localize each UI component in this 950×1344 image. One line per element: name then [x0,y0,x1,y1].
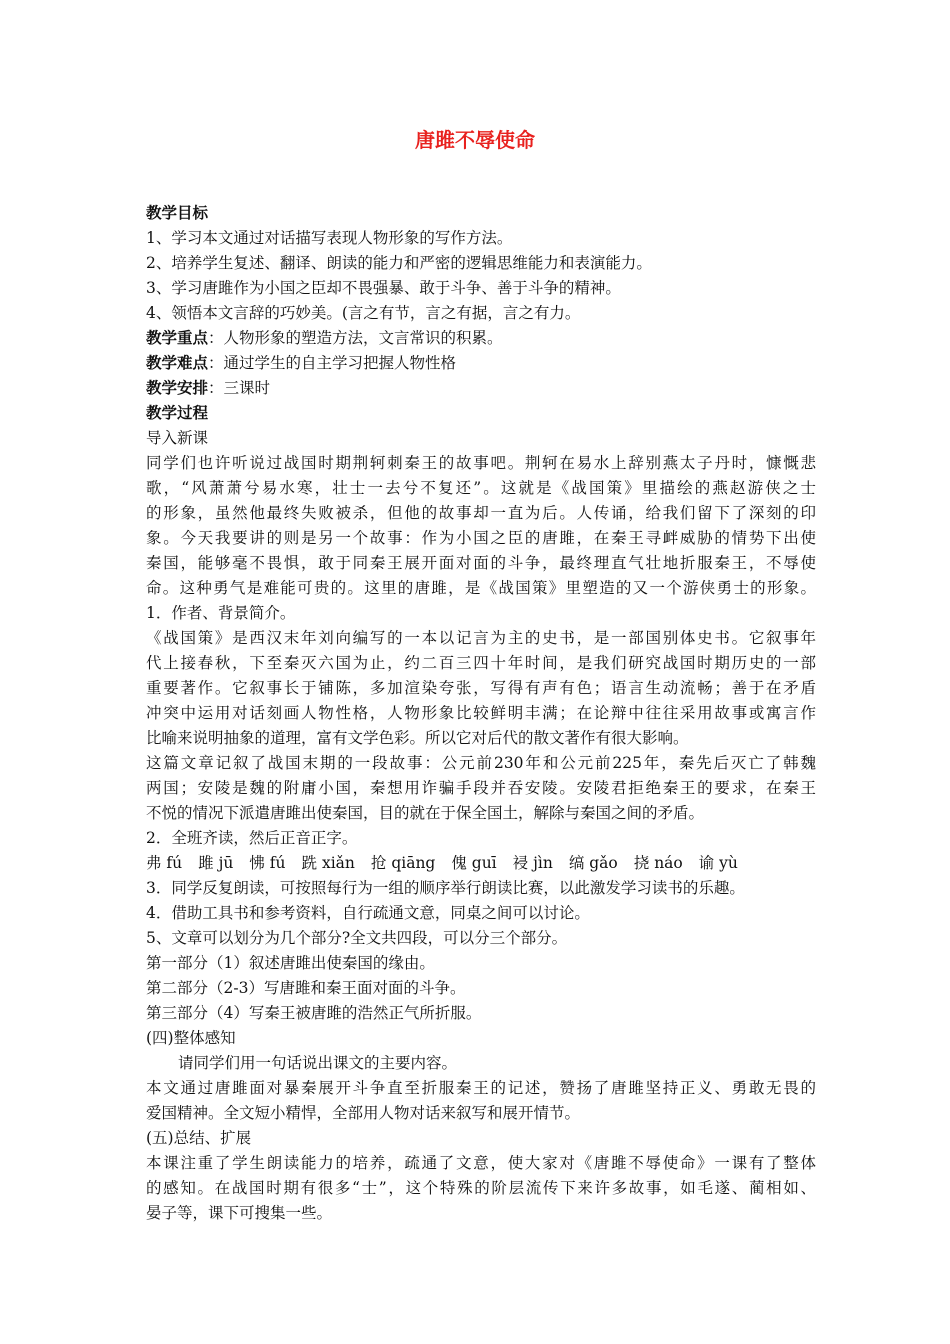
step-line: 3．同学反复朗读，可按照每行为一组的顺序举行朗读比赛，以此激发学习读书的乐趣。 [146,879,745,897]
intro-line: 同学们也许听说过战国时期荆轲刺秦王的故事吧。荆轲在易水上辞别燕太子丹时，慷慨悲 [146,454,816,472]
author-line: 代上接春秋，下至秦灭六国为止，约二百三四十年时间，是我们研究战国时期历史的一部 [146,654,816,672]
author-line: 《战国策》是西汉末年刘向编写的一本以记言为主的史书，是一部国别体史书。它叙事年 [146,629,816,647]
step-line: 4．借助工具书和参考资料，自行疏通文意，同桌之间可以讨论。 [146,904,590,922]
objective-item: 3、学习唐雎作为小国之臣却不畏强暴、敢于斗争、善于斗争的精神。 [146,279,621,297]
pinyin-item: 跣 xiǎn [301,854,355,872]
author-line: 冲突中运用对话刻画人物性格，人物形象比较鲜明丰满；在论辩中往往采用故事或寓言作 [146,704,816,722]
intro-line: 的形象，虽然他最终失败被杀，但他的故事却一直为后。人传诵，给我们留下了深刻的印 [146,504,816,522]
intro-line: 秦国，能够毫不畏惧，敢于同秦王展开面对面的斗争，最终理直气壮地折服秦王，不辱使 [146,554,816,572]
step-line: 5、文章可以划分为几个部分?全文共四段，可以分三个部分。 [146,929,568,947]
background-line: 这篇文章记叙了战国末期的一段故事：公元前230年和公元前225年，秦先后灭亡了韩魏 [146,754,816,772]
summary-line: 的感知。在战国时期有很多“士”，这个特殊的阶层流传下来许多故事，如毛遂、蔺相如、 [146,1179,816,1197]
overall-line: 本文通过唐雎面对暴秦展开斗争直至折服秦王的记述，赞扬了唐雎坚持正义、勇敢无畏的 [146,1079,816,1097]
step-line: 第二部分（2-3）写唐雎和秦王面对面的斗争。 [146,979,466,997]
summary-line: 晏子等，课下可搜集一些。 [146,1204,333,1222]
schedule-text: ：三课时 [208,379,271,397]
process-heading: 教学过程 [146,404,209,422]
read-heading: 2．全班齐读，然后正音正字。 [146,829,358,847]
summary-heading: (五)总结、扩展 [146,1129,252,1147]
objective-item: 2、培养学生复述、翻译、朗读的能力和严密的逻辑思维能力和表演能力。 [146,254,652,272]
document-title: 唐雎不辱使命 [415,128,535,152]
difficulty-line [146,351,816,376]
summary-line: 本课注重了学生朗读能力的培养，疏通了文意，使大家对《唐雎不辱使命》一课有了整体 [146,1154,816,1172]
author-line: 重要著作。它叙事长于铺陈，多加渲染夸张，写得有声有色；语言生动流畅；善于在矛盾 [146,679,816,697]
focus-text: ：人物形象的塑造方法，文言常识的积累。 [208,329,503,347]
pinyin-item: 谕 yù [698,854,738,872]
background-line: 两国；安陵是魏的附庸小国，秦想用诈骗手段并吞安陵。安陵君拒绝秦王的要求，在秦王 [146,779,816,797]
pinyin-item: 挠 náo [633,854,683,872]
step-line: 第一部分（1）叙述唐雎出使秦国的缘由。 [146,954,435,972]
objective-item: 4、领悟本文言辞的巧妙美。(言之有节，言之有据，言之有力。 [146,304,581,322]
author-heading: 1．作者、背景简介。 [146,604,296,622]
intro-line: 歌，“风萧萧兮易水寒，壮士一去兮不复还”。这就是《战国策》里描绘的燕赵游侠之士 [146,479,816,497]
schedule-line [146,376,816,401]
pinyin-item: 怫 fú [249,854,286,872]
overall-prompt: 请同学们用一句话说出课文的主要内容。 [178,1054,458,1072]
focus-line [146,326,816,351]
pinyin-item: 雎 jū [198,854,234,872]
step-line: 第三部分（4）写秦王被唐雎的浩然正气所折服。 [146,1004,482,1022]
pinyin-list [146,851,816,876]
pinyin-item: 抢 qiāng [370,854,436,872]
objective-item: 1、学习本文通过对话描写表现人物形象的写作方法。 [146,229,513,247]
document-body [146,201,816,1226]
pinyin-item: 傀 guī [451,854,497,872]
schedule-label: 教学安排 [146,379,209,397]
pinyin-item: 弗 fú [146,854,183,872]
intro-heading: 导入新课 [146,429,209,447]
difficulty-label: 教学难点 [146,354,209,372]
pinyin-item: 缟 gǎo [568,854,618,872]
difficulty-text: ：通过学生的自主学习把握人物性格 [208,354,457,372]
pinyin-item: 祲 jìn [512,854,553,872]
intro-line: 象。今天我要讲的则是另一个故事：作为小国之臣的唐雎，在秦王寻衅威胁的情势下出使 [146,529,816,547]
focus-label: 教学重点 [146,329,209,347]
overall-line: 爱国精神。全文短小精悍，全部用人物对话来叙写和展开情节。 [146,1104,581,1122]
intro-line: 命。这种勇气是难能可贵的。这里的唐雎，是《战国策》里塑造的又一个游侠勇士的形象。 [146,579,816,597]
background-line: 不悦的情况下派遣唐雎出使秦国，目的就在于保全国土，解除与秦国之间的矛盾。 [146,804,705,822]
author-line: 比喻来说明抽象的道理，富有文学色彩。所以它对后代的散文著作有很大影响。 [146,729,689,747]
overall-heading: (四)整体感知 [146,1029,236,1047]
objectives-heading: 教学目标 [146,204,209,222]
